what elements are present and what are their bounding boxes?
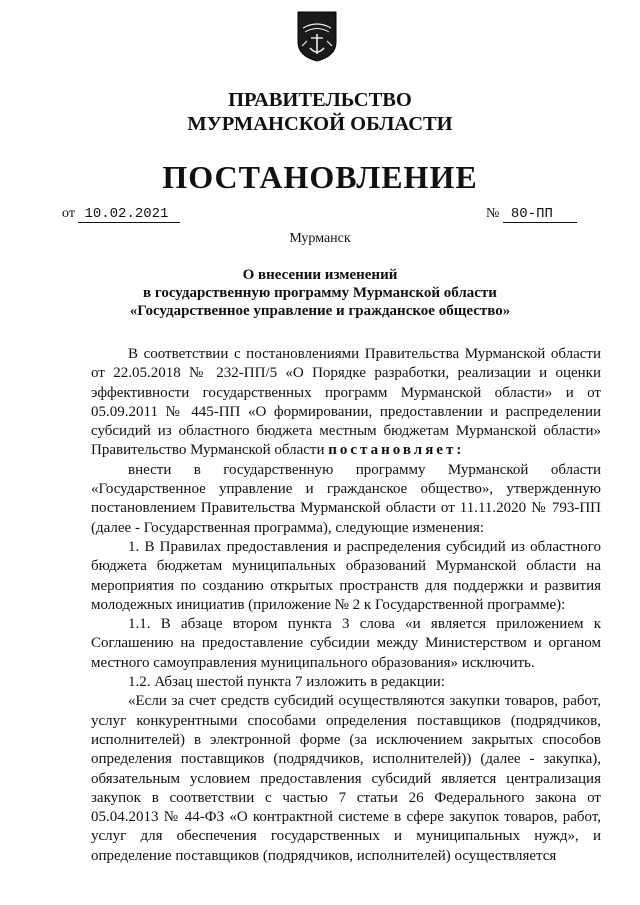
paragraph-resolution: внести в государственную программу Мурманской области «Государственное управление и гражданское общество», утвержденную постановлением Правительства Мурманской области от 11.11.2020 № 793-ПП (далее - Государственная программа), следующие изменения: <box>91 461 601 536</box>
paragraph-preamble <box>91 345 601 461</box>
title-line1: О внесении изменений <box>242 267 398 283</box>
document-body <box>91 345 601 866</box>
coat-of-arms-emblem <box>296 10 338 62</box>
paragraph-item-1-1: 1.1. В абзаце втором пункта 3 слова «и является приложением к Соглашению на предоставление субсидии между Министерством и органом местного самоуправления муниципального образования» исключить. <box>91 616 601 671</box>
paragraph-quote: «Если за счет средств субсидий осуществляются закупки товаров, работ, услуг конкурентными способами определения поставщиков (подрядчиков, исполнителей) в электронной форме (за исключением закрытых способов определения поставщиков (подрядчиков, исполнителей)) (далее - закупка), обязательным условием предоставления субсидий является централизация закупок в соответствии с частью 7 статьи 26 Федерального закона от 05.04.2013 № 44-ФЗ «О контрактной системе в сфере закупок товаров, работ, услуг для обеспечения государственных и муниципальных нужд», и определение поставщиков (подрядчиков, исполнителей) осуществляется <box>91 693 601 864</box>
date-field <box>62 206 180 223</box>
government-name-line2: МУРМАНСКОЙ ОБЛАСТИ <box>187 113 453 135</box>
date-prefix: от <box>62 206 75 221</box>
city-name: Мурманск <box>289 231 351 246</box>
paragraph-item-1-2: 1.2. Абзац шестой пункта 7 изложить в редакции: <box>128 674 445 691</box>
title-line3: «Государственное управление и гражданское общество» <box>129 303 511 319</box>
paragraph-item-1: 1. В Правилах предоставления и распределения субсидий из областного бюджета бюджетам муниципальных образований Мурманской области на мероприятия по созданию открытых пространств для поддержки и развития молодежных инициатив (приложение № 2 к Государственной программе): <box>91 538 601 613</box>
date-value: 10.02.2021 <box>78 206 180 223</box>
title-line2: в государственную программу Мурманской области <box>143 285 497 301</box>
resolves-keyword: постановляет: <box>328 442 465 459</box>
preamble-text: В соответствии с постановлениями Правительства Мурманской области от 22.05.2018 № 232-ПП/5 «О Порядке разработки, реализации и оценки эффективности государственных программ Мурманской области» и от 05.09.2011 № 445-ПП «О формировании, предоставлении и распределении субсидий из областного бюджета местным бюджетам Мурманской области» Правительство Мурманской области <box>91 346 601 459</box>
government-name-line1: ПРАВИТЕЛЬСТВО <box>228 89 412 111</box>
document-type-title: ПОСТАНОВЛЕНИЕ <box>162 159 478 195</box>
number-field <box>486 206 577 223</box>
number-value: 80-ПП <box>503 206 577 223</box>
number-prefix: № <box>486 206 500 221</box>
